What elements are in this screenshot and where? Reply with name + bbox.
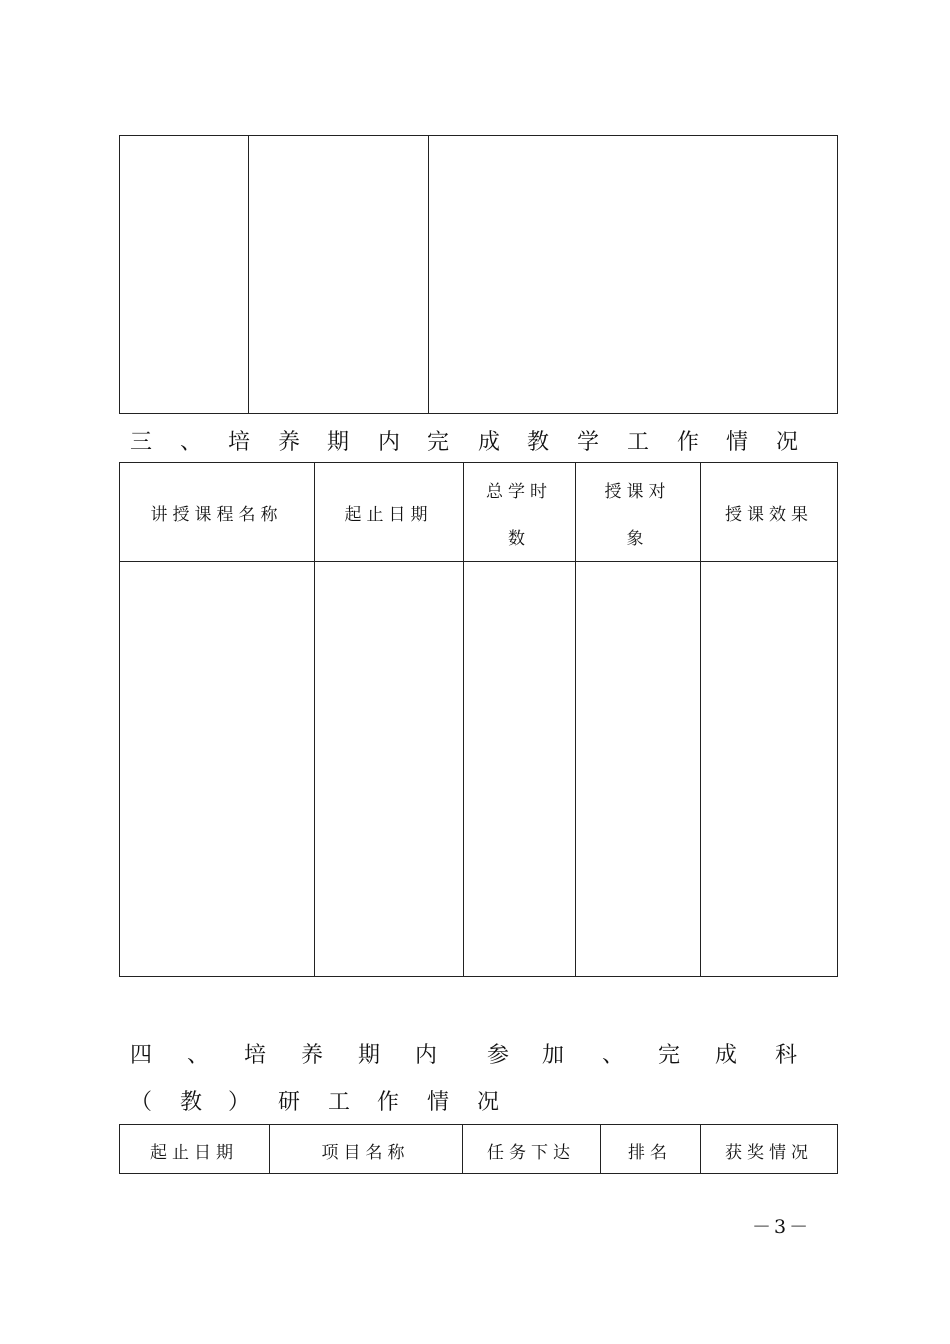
heading-char: 参 — [487, 1043, 510, 1068]
col-header-date-range: 起止日期 — [150, 1143, 238, 1163]
heading-char: （ — [130, 1090, 153, 1115]
col-header-task-source: 任务下达 — [487, 1143, 575, 1163]
heading-char: 四 — [130, 1043, 153, 1068]
section4-heading-line1 — [130, 1038, 820, 1068]
col-header-total-hours-line2: 数 — [508, 529, 530, 549]
col-header-audience-line2: 象 — [626, 529, 649, 549]
heading-char: 培 — [228, 430, 251, 455]
heading-char: 三 — [130, 430, 153, 455]
heading-char: 情 — [726, 430, 749, 455]
heading-char: 学 — [577, 430, 600, 455]
heading-char: 作 — [377, 1090, 400, 1115]
col-header-teaching-effect: 授课效果 — [725, 505, 813, 525]
col-header-total-hours: 总学时 — [486, 482, 552, 502]
heading-char: 内 — [378, 430, 401, 455]
heading-char: 、 — [187, 1043, 210, 1068]
heading-char: 工 — [328, 1090, 351, 1115]
heading-char: 况 — [477, 1090, 500, 1115]
continuation-table-divider — [248, 135, 249, 414]
heading-char: 教 — [180, 1090, 203, 1115]
continuation-table — [119, 135, 838, 414]
heading-char: 、 — [602, 1043, 625, 1068]
heading-char: 完 — [658, 1043, 681, 1068]
teaching-table-divider — [314, 462, 315, 977]
heading-char: 养 — [278, 430, 301, 455]
heading-char: 成 — [715, 1043, 738, 1068]
heading-char: 培 — [244, 1043, 267, 1068]
heading-char: 情 — [427, 1090, 450, 1115]
heading-char: 期 — [358, 1043, 381, 1068]
page-number: －3－ — [752, 1216, 812, 1238]
continuation-table-divider — [428, 135, 429, 414]
heading-char: 况 — [776, 430, 799, 455]
col-header-course-name: 讲授课程名称 — [150, 505, 283, 525]
heading-char: 研 — [278, 1090, 301, 1115]
col-header-project-name: 项目名称 — [321, 1143, 410, 1163]
heading-char: 教 — [527, 430, 550, 455]
heading-char: 内 — [415, 1043, 438, 1068]
teaching-table-divider — [700, 462, 701, 977]
heading-char: 工 — [627, 430, 650, 455]
heading-char: 养 — [301, 1043, 324, 1068]
heading-char: 加 — [542, 1043, 565, 1068]
heading-char: ） — [228, 1090, 251, 1115]
heading-char: 、 — [180, 430, 203, 455]
col-header-audience: 授课对 — [604, 482, 671, 502]
heading-char: 完 — [427, 430, 450, 455]
col-header-awards: 获奖情况 — [725, 1143, 813, 1163]
heading-char: 作 — [677, 430, 700, 455]
col-header-ranking: 排名 — [628, 1143, 672, 1163]
col-header-date-range: 起止日期 — [344, 505, 433, 525]
section3-heading — [130, 425, 820, 455]
heading-char: 成 — [478, 430, 501, 455]
heading-char: 科 — [775, 1043, 798, 1068]
section4-heading-line2 — [130, 1085, 530, 1115]
teaching-table-header-rule — [119, 561, 838, 562]
heading-char: 期 — [327, 430, 350, 455]
